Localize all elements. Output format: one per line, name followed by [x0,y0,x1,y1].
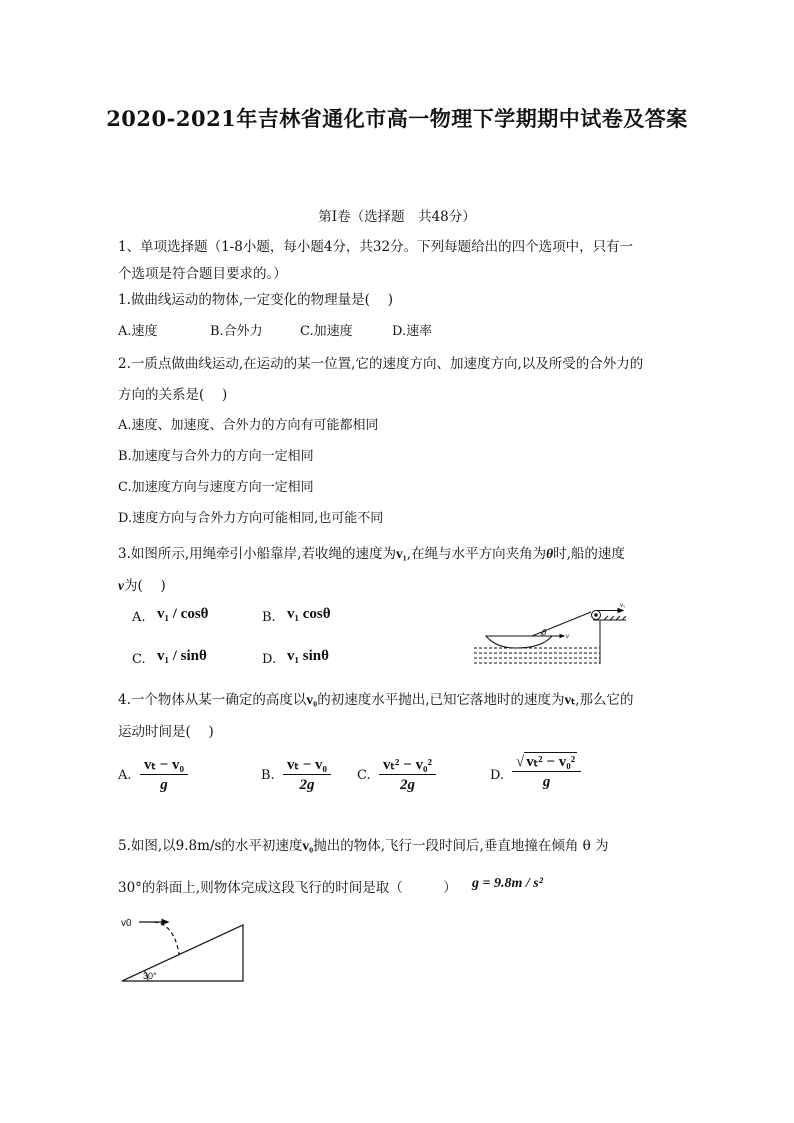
q4-stem-text-3: ,那么它的 [575,692,634,708]
incline [122,925,243,981]
q4-option-d-fraction [512,752,581,792]
q1-stem: 1.做曲线运动的物体,一定变化的物理量是( ) [118,292,393,308]
q2-stem-line-2: 方向的关系是( ) [118,387,228,403]
q4-option-b-label: B. [261,768,275,783]
boat-speed-label: v [566,634,569,640]
q3-stem-line-2 [118,576,166,596]
q3-option-d-value: v₁ sinθ [287,648,329,664]
q3-option-b-label: B. [262,610,276,625]
q4-option-b-numerator: vₜ − v₀ [283,756,331,775]
q4-option-b-fraction [283,756,331,795]
q4-option-d-numerator: vₜ² − v₀² [526,754,576,770]
boat [486,636,552,648]
q4-var-vt: vₜ [564,692,576,707]
q2-option-b: B.加速度与合外力的方向一定相同 [118,449,314,464]
q4-option-a-fraction [140,756,188,795]
q4-option-d-label: D. [490,768,505,783]
q3-option-c-label: C. [132,652,146,667]
q4-var-v0: v₀ [306,692,318,707]
trajectory [154,922,179,954]
q4-option-a-denominator: g [160,777,168,793]
angle-label: θ [542,628,547,637]
v0-label: v0 [121,918,132,929]
q3-stem-text-2: ,在绳与水平方向夹角为 [406,546,547,562]
q1-option-d: D.速率 [392,324,433,339]
q3-option-d-label: D. [262,652,277,667]
q5-stem-line-1 [118,836,609,856]
q1-option-c: C.加速度 [300,324,353,339]
q2-stem-line-1: 2.一质点做曲线运动,在运动的某一位置,它的速度方向、加速度方向,以及所受的合外力的 [118,356,644,372]
q4-option-a-label: A. [118,768,132,783]
q3-stem-text-1: 3.如图所示,用绳牵引小船靠岸,若收绳的速度为 [118,546,396,562]
q1-option-b: B.合外力 [210,324,263,339]
q4-option-c-denominator: 2g [399,777,415,793]
q4-option-d-denominator: g [542,774,551,790]
q3-stem-text-3: 时,船的速度 [553,546,625,562]
q5-gravity-value: g = 9.8m / s² [472,876,543,891]
q5-stem-text-2: 抛出的物体,飞行一段时间后,垂直地撞在倾角 θ 为 [313,838,609,854]
q4-stem-line-2: 运动时间是( ) [118,724,214,740]
q3-var-v: v [118,578,124,593]
angle-30-label: 30° [143,971,157,981]
q4-option-d-numerator-wrap: √ vₜ² − v₀² [512,752,581,772]
q5-stem-text-1: 5.如图,以9.8m/s的水平初速度 [118,838,303,854]
q4-option-a-numerator: vₜ − v₀ [140,756,188,775]
q5-var-v0: v₀ [302,838,314,853]
q4-stem-text-1: 4.一个物体从某一确定的高度以 [118,692,307,708]
q4-option-c-fraction [379,756,436,795]
q2-option-d: D.速度方向与合外力方向可能相同,也可能不同 [118,511,384,526]
q5-incline-figure [118,910,248,986]
q2-option-c: C.加速度方向与速度方向一定相同 [118,480,314,495]
q3-stem-text-4: 为( ) [124,578,166,594]
q4-stem-text-2: 的初速度水平抛出,已知它落地时的速度为 [317,692,565,708]
q3-option-a-label: A. [132,610,146,625]
rope-speed-label: v₁ [620,603,626,609]
q3-option-b-value: v₁ cosθ [287,606,331,622]
section-heading: 第Ⅰ卷（选择题 共48分） [318,209,476,225]
q5-stem-line-2: 30°的斜面上,则物体完成这段飞行的时间是取（ ） [118,880,457,896]
instructions-line-1: 1、单项选择题（1-8小题，每小题4分，共32分。下列每题给出的四个选项中，只有一 [118,239,634,255]
q4-option-b-denominator: 2g [299,777,315,793]
q2-option-a: A.速度、加速度、合外力的方向有可能都相同 [118,418,379,433]
q3-option-c-value: v₁ / sinθ [157,648,207,664]
instructions-line-2: 个选项是符合题目要求的。） [118,266,287,282]
q3-stem-line-1 [118,544,625,564]
page-title: 2020-2021年吉林省通化市高一物理下学期期中试卷及答案 [106,106,688,131]
q3-boat-figure [470,598,630,670]
q3-var-v1: v₁ [395,546,407,561]
q4-option-c-numerator: vₜ² − v₀² [379,756,436,775]
q1-option-a: A.速度 [118,324,158,339]
q4-option-c-label: C. [357,768,371,783]
q3-var-theta: θ [546,546,554,561]
q3-option-a-value: v₁ / cosθ [157,606,209,622]
q4-stem-line-1 [118,690,634,710]
